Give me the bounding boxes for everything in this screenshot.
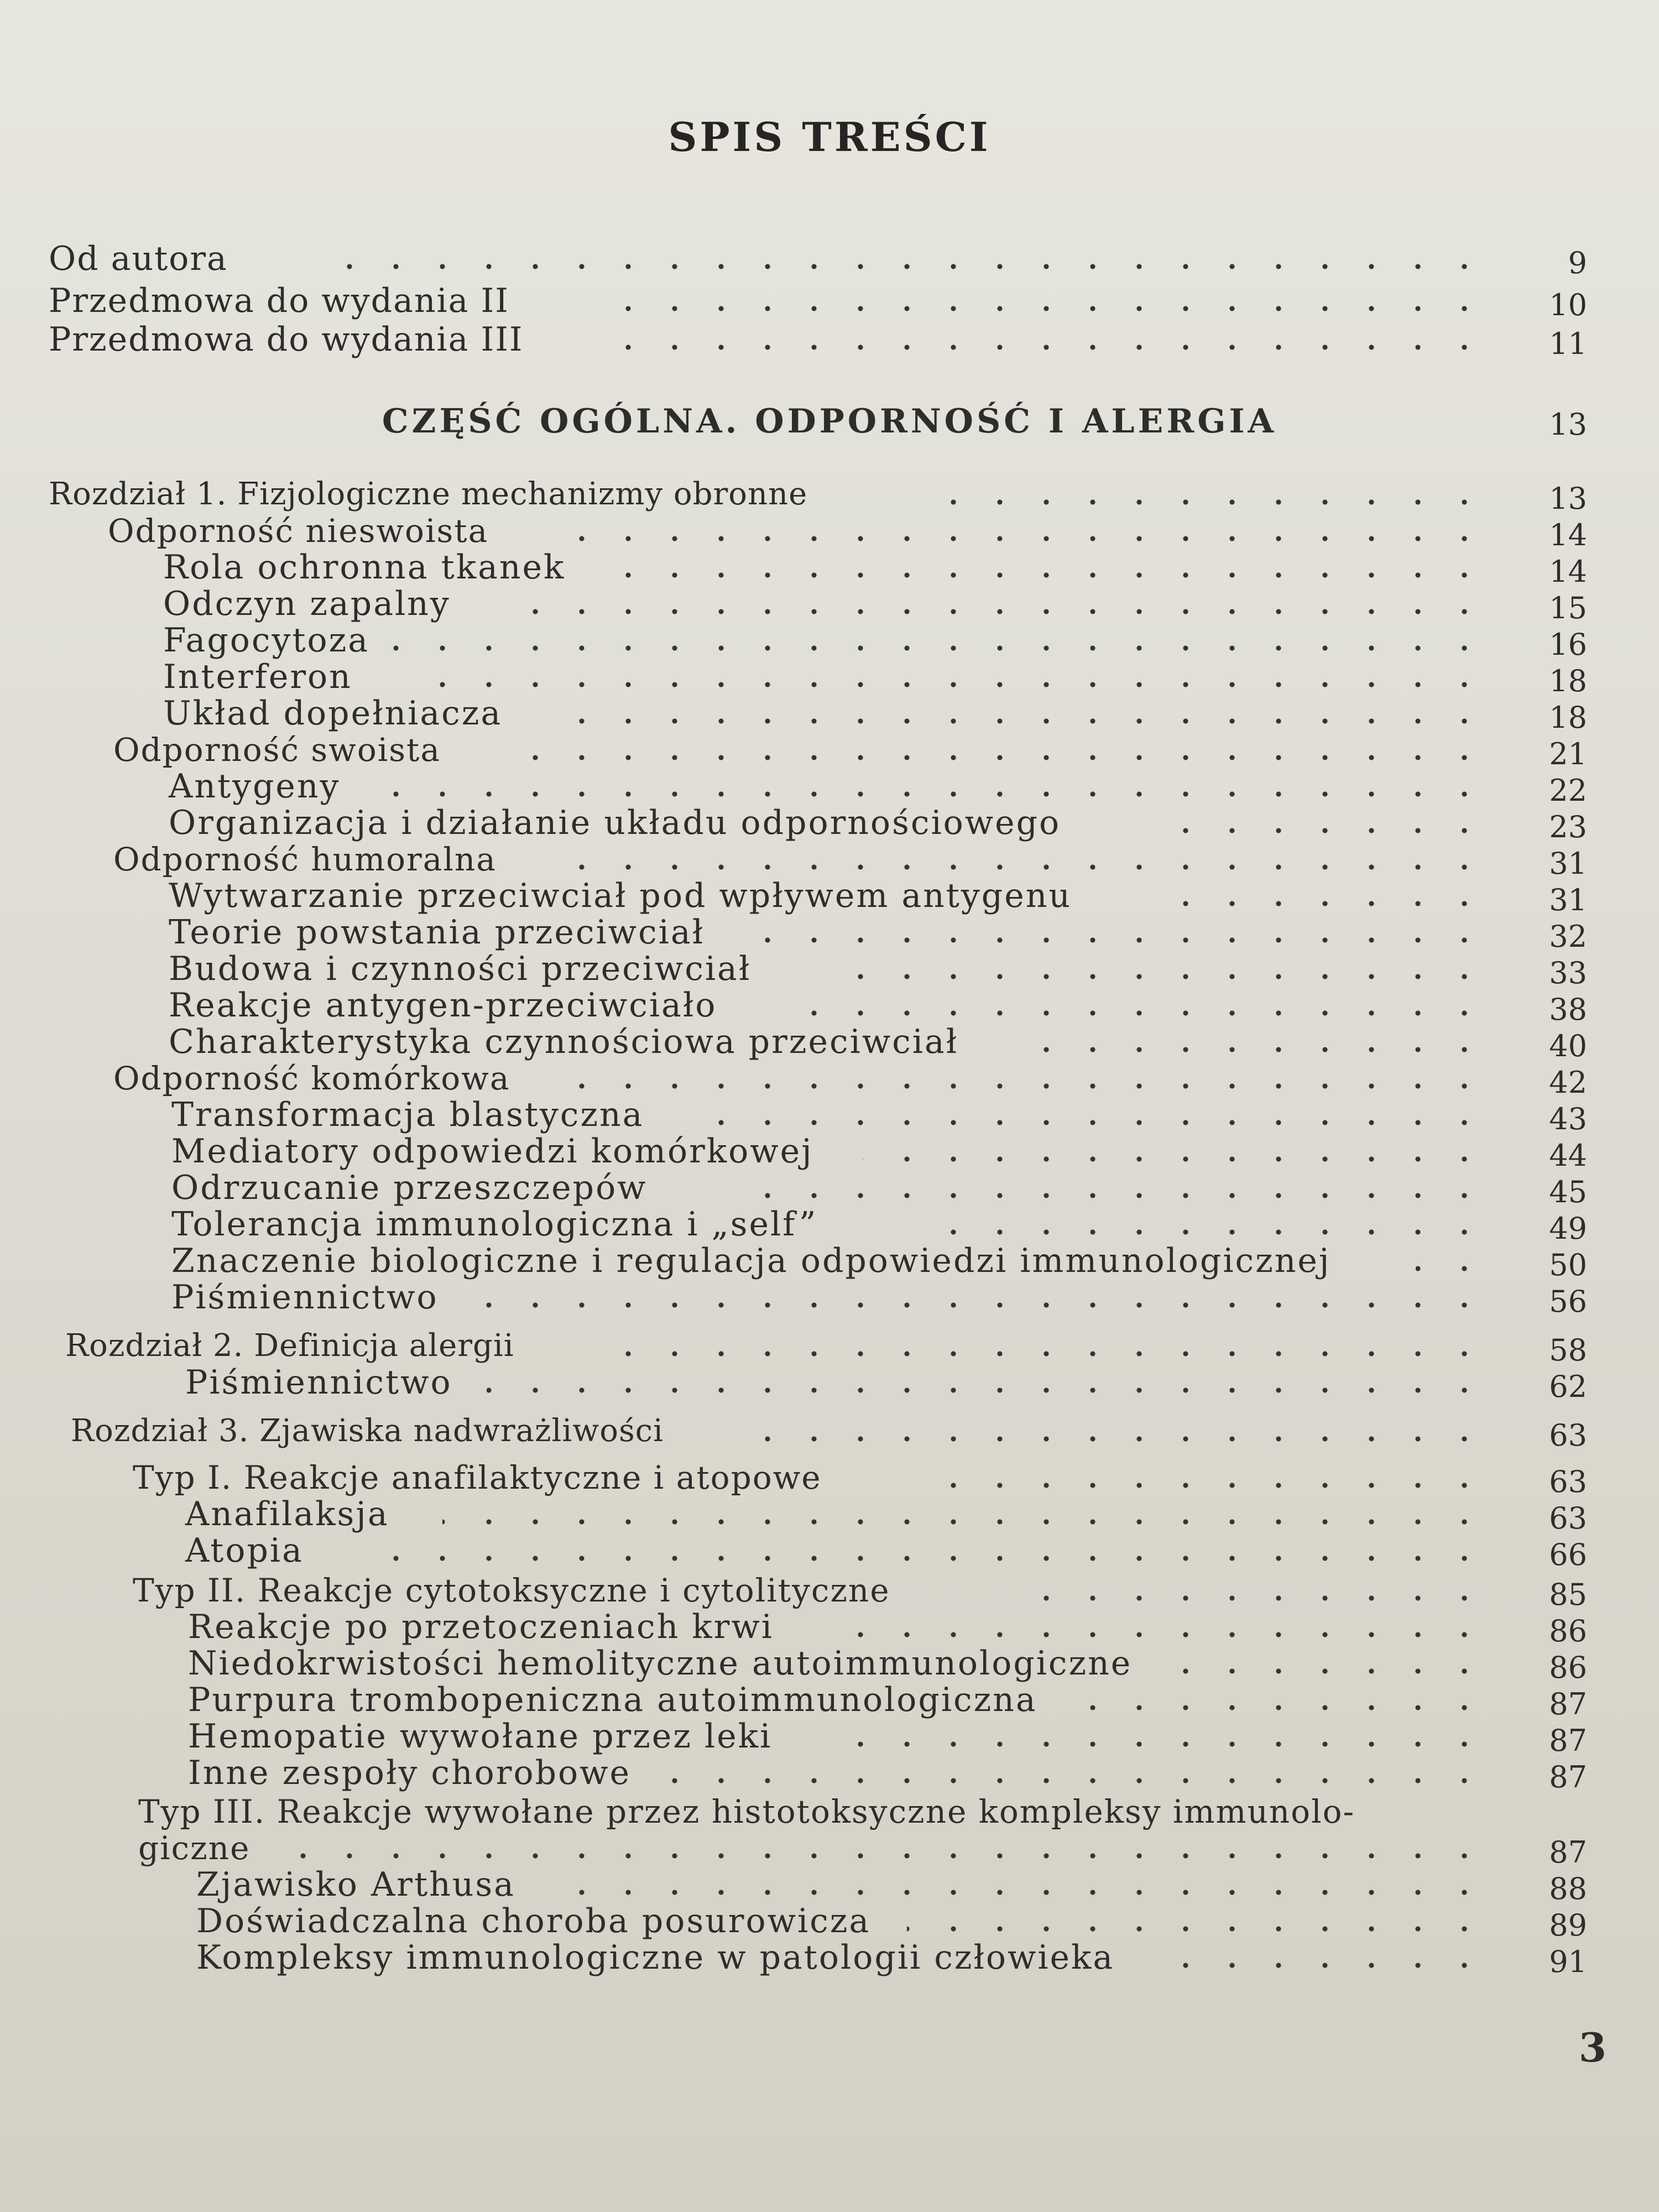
toc-entry-title: Odrzucanie przeszczepów [171,1168,648,1207]
toc-entry-title: Rola ochronna tkanek [163,548,566,587]
dot-leader [940,499,1488,505]
toc-entry-title: Reakcje antygen-przeciwciało [169,986,717,1025]
toc-entry-title: Atopia [185,1531,304,1570]
dot-leader [387,791,1488,797]
dot-leader [608,1350,1488,1357]
toc-entry-znaczenie [0,1241,1659,1281]
dot-leader [487,1387,1488,1394]
toc-entry-page: 32 [1549,919,1587,954]
dot-leader [553,1889,1488,1896]
toc-entry-page: 13 [1549,481,1587,516]
toc-entry-title: Przedmowa do wydania III [49,320,524,359]
toc-entry-page: 89 [1549,1908,1587,1943]
toc-entry-title: giczne [138,1829,251,1867]
toc-entry-rozdzial-2 [0,1326,1659,1366]
toc-entry-page: 31 [1549,846,1587,881]
toc-entry-title: Znaczenie biologiczne i regulacja odpowiedzi immunologicznej [171,1241,1331,1280]
toc-entry-fagocytoza [0,620,1659,660]
toc-entry-title: Interferon [163,658,352,696]
dot-leader [276,1853,1488,1859]
dot-leader [509,754,1488,761]
toc-entry-odpornosc-nieswoista [0,511,1659,551]
part-heading [0,399,1659,444]
toc-entry-title: Odporność swoista [113,731,441,769]
toc-entry-page: 87 [1549,1835,1587,1870]
toc-entry-page: 86 [1549,1614,1587,1648]
toc-entry-reakcje-ag-pc [0,985,1659,1025]
dot-leader [1073,1704,1488,1711]
toc-entry-title: Odczyn zapalny [163,585,451,623]
toc-entry-page: 87 [1549,1687,1587,1721]
toc-entry-page: 58 [1549,1333,1587,1368]
toc-entry-page: 14 [1549,518,1587,552]
toc-entry-title: Niedokrwistości hemolityczne autoimmunologiczne [188,1644,1133,1683]
toc-entry-page: 63 [1549,1501,1587,1536]
toc-entry-pismiennictwo-2 [0,1363,1659,1402]
toc-entry-title: Teorie powstania przeciwciał [169,913,705,952]
toc-entry-title: Odporność nieswoista [108,512,489,550]
dot-leader [387,645,1488,651]
dot-leader [321,263,1488,270]
toc-entry-page: 91 [1549,1944,1587,1979]
toc-entry-typ-iii-cont [0,1828,1659,1868]
toc-entry-przetoczenia [0,1607,1659,1647]
toc-entry-page: 66 [1549,1537,1587,1572]
dot-leader [763,1436,1488,1442]
toc-entry-page: 10 [1549,288,1587,322]
toc-entry-title: Rozdział 3. Zjawiska nadwrażliwości [71,1413,664,1449]
dot-leader [559,535,1488,542]
toc-entry-atopia [0,1531,1659,1571]
toc-entry-odrzucanie [0,1168,1659,1208]
dot-leader [863,1156,1488,1162]
toc-entry-title: Organizacja i działanie układu odpornościowego [169,804,1061,842]
toc-entry-teorie [0,912,1659,952]
toc-entry-page: 63 [1549,1418,1587,1453]
toc-entry-od-autora [0,239,1659,279]
toc-entry-title: Układ dopełniacza [163,694,503,733]
dot-leader [559,718,1488,724]
toc-entry-title: Anafilaksja [185,1495,389,1533]
toc-entry-page: 50 [1549,1248,1587,1282]
toc-entry-page: 33 [1549,956,1587,990]
toc-entry-uklad-dopelniacza [0,693,1659,733]
toc-entry-rozdzial-1 [0,474,1659,514]
toc-entry-title: Tolerancja immunologiczna i „self” [171,1205,818,1244]
toc-entry-page: 88 [1549,1871,1587,1906]
toc-entry-page: 44 [1549,1138,1587,1173]
toc-entry-charakterystyka [0,1022,1659,1062]
toc-entry-title: Wytwarzanie przeciwciał pod wpływem antygenu [169,877,1072,915]
toc-entry-kompleksy [0,1938,1659,1978]
part-title: CZĘŚĆ OGÓLNA. ODPORNOŚĆ I ALERGIA [382,402,1277,441]
toc-entry-title: Inne zespoły chorobowe [188,1754,631,1792]
dot-leader [1416,1265,1488,1272]
toc-entry-page: 11 [1549,326,1587,361]
toc-entry-wytwarzanie [0,876,1659,916]
toc-entry-title: Kompleksy immunologiczne w patologii człowieka [196,1938,1115,1977]
toc-entry-page: 15 [1549,591,1587,625]
toc-entry-page: 40 [1549,1029,1587,1063]
toc-entry-hemopatie [0,1717,1659,1756]
toc-entry-rola-ochronna [0,547,1659,587]
page-title: SPIS TREŚCI [668,113,991,160]
toc-entry-choroba-posurowicza [0,1901,1659,1941]
toc-entry-title: Hemopatie wywołane przez leki [188,1717,773,1756]
toc-entry-odpornosc-swoista [0,730,1659,770]
toc-entry-przedmowa-iii [0,320,1659,359]
toc-entry-anafilaksja [0,1494,1659,1534]
toc-entry-page: 42 [1549,1065,1587,1100]
dot-leader [940,1482,1488,1489]
toc-entry-page: 85 [1549,1577,1587,1612]
dot-leader [664,1777,1488,1784]
toc-entry-page: 14 [1549,554,1587,589]
toc-entry-typ-iii [0,1792,1659,1832]
dot-leader [730,1192,1488,1199]
toc-entry-arthus [0,1865,1659,1905]
dot-leader [774,1010,1488,1016]
part-page: 13 [1549,407,1587,442]
dot-leader [420,681,1488,688]
toc-entry-odpornosc-komorkowa [0,1058,1659,1098]
toc-entry-title: Przedmowa do wydania II [49,281,509,320]
dot-leader [553,864,1488,870]
toc-entry-title: Antygeny [169,767,341,806]
toc-entry-title: Reakcje po przetoczeniach krwi [188,1608,774,1646]
toc-entry-title: Typ I. Reakcje anafilaktyczne i atopowe [133,1459,822,1496]
toc-entry-page: 38 [1549,992,1587,1027]
dot-leader [758,937,1488,943]
toc-entry-page: 45 [1549,1175,1587,1209]
toc-entry-title: Budowa i czynności przeciwciał [169,950,752,988]
dot-leader [841,1741,1488,1747]
dot-leader [625,572,1488,578]
toc-entry-inne-zespoly [0,1753,1659,1793]
dot-leader [1029,1046,1488,1053]
toc-entry-budowa [0,949,1659,989]
dot-leader [608,344,1488,351]
toc-entry-organizacja [0,803,1659,843]
page-number: 3 [1578,2024,1606,2071]
toc-entry-interferon [0,657,1659,697]
toc-entry-transformacja [0,1095,1659,1135]
toc-entry-page: 31 [1549,883,1587,917]
toc-entry-page: 22 [1549,773,1587,808]
dot-leader [1018,1595,1488,1601]
toc-entry-title: Transformacja blastyczna [171,1095,644,1134]
toc-entry-page: 23 [1549,810,1587,844]
dot-leader [575,1083,1488,1089]
toc-entry-mediatory [0,1131,1659,1171]
toc-entry-title: Doświadczalna choroba posurowicza [196,1902,871,1940]
toc-entry-title: Rozdział 1. Fizjologiczne mechanizmy obronne [49,476,808,512]
toc-entry-page: 18 [1549,664,1587,698]
toc-entry-purpura [0,1680,1659,1720]
toc-entry-page: 16 [1549,627,1587,662]
toc-entry-title: Typ II. Reakcje cytotoksyczne i cytolityczne [133,1572,890,1609]
dot-leader [354,1555,1488,1562]
dot-leader [586,305,1488,312]
toc-entry-pismiennictwo-1 [0,1277,1659,1317]
toc-entry-title: Piśmiennictwo [185,1363,452,1402]
toc-entry-typ-i [0,1458,1659,1498]
dot-leader [1150,1962,1488,1969]
toc-entry-page: 18 [1549,700,1587,735]
toc-entry-title: Rozdział 2. Definicja alergii [65,1328,514,1364]
dot-leader [1150,1668,1488,1674]
toc-entry-title: Odporność humoralna [113,841,497,878]
toc-entry-title: Mediatory odpowiedzi komórkowej [171,1132,813,1171]
toc-entry-title: Typ III. Reakcje wywołane przez histotoksyczne kompleksy immunolo- [138,1793,1355,1830]
dot-leader [476,1302,1488,1308]
dot-leader [1150,900,1488,907]
toc-entry-page: 62 [1549,1369,1587,1404]
toc-entry-niedokrwistosci [0,1644,1659,1683]
toc-entry-antygeny [0,766,1659,806]
toc-entry-title: Purpura trombopeniczna autoimmunologiczna [188,1681,1037,1719]
toc-entry-typ-ii [0,1571,1659,1610]
toc-entry-rozdzial-3 [0,1411,1659,1451]
toc-entry-tolerancja [0,1204,1659,1244]
toc-entry-page: 9 [1568,246,1587,280]
toc-entry-odczyn-zapalny [0,584,1659,624]
toc-entry-page: 49 [1549,1211,1587,1246]
toc-entry-title: Od autora [49,239,228,278]
dot-leader [818,973,1488,980]
toc-entry-page: 43 [1549,1102,1587,1136]
toc-entry-page: 63 [1549,1464,1587,1499]
dot-leader [841,1631,1488,1638]
toc-entry-page: 21 [1549,737,1587,771]
toc-entry-title: Odporność komórkowa [113,1060,510,1097]
toc-entry-odpornosc-humoralna [0,839,1659,879]
dot-leader [907,1926,1488,1932]
toc-entry-page: 86 [1549,1650,1587,1685]
dot-leader [940,1229,1488,1235]
toc-entry-title: Fagocytoza [163,621,369,660]
toc-entry-przedmowa-ii [0,281,1659,321]
toc-entry-title: Charakterystyka czynnościowa przeciwciał [169,1022,959,1061]
toc-entry-page: 87 [1549,1723,1587,1758]
toc-entry-page: 56 [1549,1284,1587,1319]
dot-leader [442,1519,1488,1525]
dot-leader [509,608,1488,615]
toc-entry-title: Piśmiennictwo [171,1278,439,1317]
dot-leader [697,1119,1488,1126]
toc-entry-title: Zjawisko Arthusa [196,1865,515,1904]
toc-entry-page: 87 [1549,1760,1587,1794]
dot-leader [1150,827,1488,834]
